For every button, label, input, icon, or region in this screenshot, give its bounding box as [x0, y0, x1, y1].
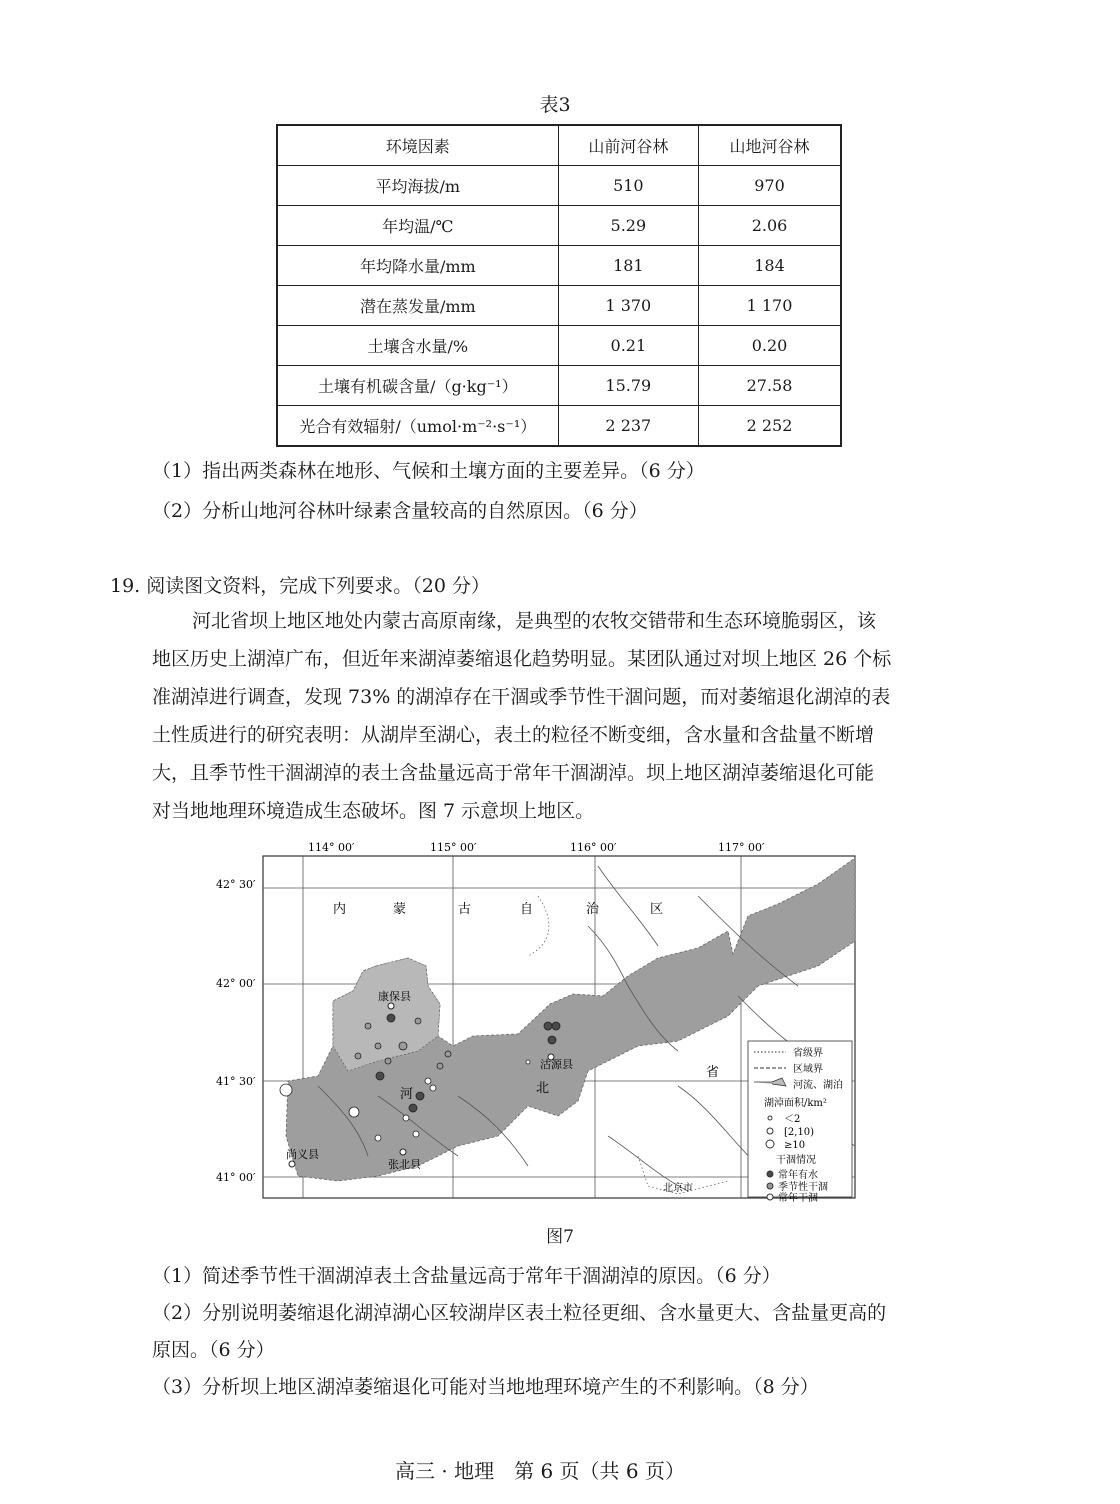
- map-legend: [748, 1041, 852, 1204]
- lake-dot: [526, 1060, 530, 1064]
- table-header-row: [277, 125, 841, 166]
- region-label: 自: [520, 902, 534, 917]
- lake-dot: [544, 1022, 552, 1030]
- figure-caption: 图7: [546, 1227, 574, 1247]
- table-row: [277, 366, 841, 406]
- table-cell: 年均温/℃: [277, 206, 558, 246]
- county-marker: [289, 1161, 295, 1167]
- table-cell: 184: [699, 246, 841, 286]
- table-row: [277, 326, 841, 366]
- table-cell: 510: [558, 166, 698, 206]
- lake-dot: [375, 1043, 381, 1049]
- table-row: [277, 286, 841, 326]
- lake-dot: [365, 1023, 371, 1029]
- legend-label: 干涸情况: [776, 1155, 816, 1166]
- legend-label: 常年有水: [778, 1170, 818, 1181]
- table-cell: 潜在蒸发量/mm: [277, 286, 558, 326]
- region-label: 河: [400, 1087, 414, 1102]
- lake-dot: [445, 1051, 451, 1057]
- lake-dot: [375, 1135, 381, 1141]
- county-label: 尚义县: [286, 1148, 319, 1161]
- q19-para-line: 对当地地理环境造成生态破坏。图 7 示意坝上地区。: [152, 800, 595, 822]
- lake-dot: [413, 1131, 419, 1137]
- q19-sub2: （2）分别说明萎缩退化湖淖湖心区较湖岸区表土粒径更细、含水量更大、含盐量更高的: [152, 1302, 887, 1324]
- table-cell: 2.06: [699, 206, 841, 246]
- bashang-map: [216, 836, 858, 1216]
- lat-label: 42° 30′: [216, 878, 256, 891]
- lake-dot: [430, 1085, 436, 1091]
- county-label: 康保县: [378, 990, 411, 1003]
- legend-label: 区域界: [793, 1064, 823, 1075]
- table-cell: 2 237: [558, 406, 698, 447]
- table-cell: 15.79: [558, 366, 698, 406]
- lake-dot: [349, 1107, 359, 1117]
- lake-dot: [376, 1072, 384, 1080]
- legend-label: 季节性干涸: [778, 1182, 828, 1193]
- table-cell: 平均海拔/m: [277, 166, 558, 206]
- q19-para-line: 地区历史上湖淖广布，但近年来湖淖萎缩退化趋势明显。某团队通过对坝上地区 26 个标: [152, 648, 892, 670]
- legend-label: 省级界: [793, 1048, 823, 1059]
- table-cell: 1 170: [699, 286, 841, 326]
- table-row: [277, 406, 841, 447]
- table-cell: 181: [558, 246, 698, 286]
- legend-label: 常年干涸: [778, 1193, 818, 1204]
- lake-dot: [437, 1063, 443, 1069]
- q19-sub1: （1）简述季节性干涸湖淖表土含盐量远高于常年干涸湖淖的原因。（6 分）: [152, 1265, 781, 1287]
- region-label: 省: [706, 1065, 720, 1080]
- table-cell: 1 370: [558, 286, 698, 326]
- table-title: 表3: [539, 94, 571, 116]
- map-svg: [216, 836, 858, 1216]
- region-label: 北: [536, 1081, 550, 1096]
- lake-dot: [548, 1036, 556, 1044]
- lake-dot: [355, 1053, 361, 1059]
- q19-para-line: 土性质进行的研究表明：从湖岸至湖心，表土的粒径不断变细，含水量和含盐量不断增: [152, 724, 875, 746]
- q19-para-line: 河北省坝上地区地处内蒙古高原南缘，是典型的农牧交错带和生态环境脆弱区，该: [192, 610, 877, 632]
- table-cell: 5.29: [558, 206, 698, 246]
- table-cell: 970: [699, 166, 841, 206]
- table-cell: 土壤含水量/%: [277, 326, 558, 366]
- lat-label: 41° 00′: [216, 1171, 256, 1184]
- lake-dot: [280, 1084, 292, 1096]
- legend-label: ＜2: [784, 1114, 801, 1125]
- legend-label: ≥10: [784, 1140, 806, 1151]
- q19-sub3: （3）分析坝上地区湖淖萎缩退化可能对当地地理环境产生的不利影响。（8 分）: [152, 1376, 819, 1398]
- page-footer: 高三 · 地理 第 6 页（共 6 页）: [395, 1459, 685, 1483]
- table-header-cell: 环境因素: [277, 125, 558, 166]
- region-label: 区: [650, 902, 664, 917]
- environment-factor-table: [276, 124, 842, 447]
- lat-label: 42° 00′: [216, 977, 256, 990]
- q19-sub2-cont: 原因。（6 分）: [152, 1339, 275, 1361]
- legend-label: 湖淖面积/km²: [764, 1098, 827, 1109]
- lake-dot: [399, 1042, 407, 1050]
- county-marker: [400, 1149, 406, 1155]
- q19-heading: 19. 阅读图文资料，完成下列要求。（20 分）: [110, 575, 490, 597]
- table-cell: 0.20: [699, 326, 841, 366]
- table-cell: 年均降水量/mm: [277, 246, 558, 286]
- lake-dot: [415, 1018, 421, 1024]
- region-label: 治: [586, 902, 600, 917]
- lon-label: 116° 00′: [570, 841, 617, 854]
- lake-dot: [385, 1058, 391, 1064]
- table-row: [277, 246, 841, 286]
- table-cell: 光合有效辐射/（umol·m⁻²·s⁻¹）: [277, 406, 558, 447]
- lat-label: 41° 30′: [216, 1075, 256, 1088]
- county-label: 沽源县: [540, 1058, 573, 1071]
- region-label: 古: [458, 902, 472, 917]
- lon-label: 115° 00′: [430, 841, 477, 854]
- table-cell: 2 252: [699, 406, 841, 447]
- table-row: [277, 206, 841, 246]
- lake-dot: [403, 1115, 409, 1121]
- table-cell: 土壤有机碳含量/（g·kg⁻¹）: [277, 366, 558, 406]
- table-row: [277, 166, 841, 206]
- q18-sub2: （2）分析山地河谷林叶绿素含量较高的自然原因。（6 分）: [152, 500, 648, 522]
- lon-label: 114° 00′: [308, 841, 355, 854]
- q19-para-line: 准湖淖进行调查，发现 73% 的湖淖存在干涸或季节性干涸问题，而对萎缩退化湖淖的表: [152, 686, 891, 708]
- county-marker: [388, 1003, 394, 1009]
- region-label: 蒙: [393, 902, 407, 917]
- table-header-cell: 山地河谷林: [699, 125, 841, 166]
- region-label: 内: [333, 902, 347, 917]
- q18-sub1: （1）指出两类森林在地形、气候和土壤方面的主要差异。（6 分）: [152, 460, 705, 482]
- lake-dot: [416, 1092, 424, 1100]
- table-header-cell: 山前河谷林: [558, 125, 698, 166]
- lake-dot: [425, 1078, 431, 1084]
- table-cell: 0.21: [558, 326, 698, 366]
- legend-label: [2,10): [784, 1127, 815, 1138]
- lake-dot: [409, 1104, 417, 1112]
- q19-para-line: 大，且季节性干涸湖淖的表土含盐量远高于常年干涸湖淖。坝上地区湖淖萎缩退化可能: [152, 762, 875, 784]
- county-label: 北京市: [663, 1183, 693, 1194]
- county-label: 张北县: [388, 1158, 421, 1171]
- lon-label: 117° 00′: [718, 841, 765, 854]
- lake-dot: [387, 1014, 395, 1022]
- lake-dot: [552, 1022, 560, 1030]
- legend-label: 河流、湖泊: [793, 1080, 843, 1091]
- table-cell: 27.58: [699, 366, 841, 406]
